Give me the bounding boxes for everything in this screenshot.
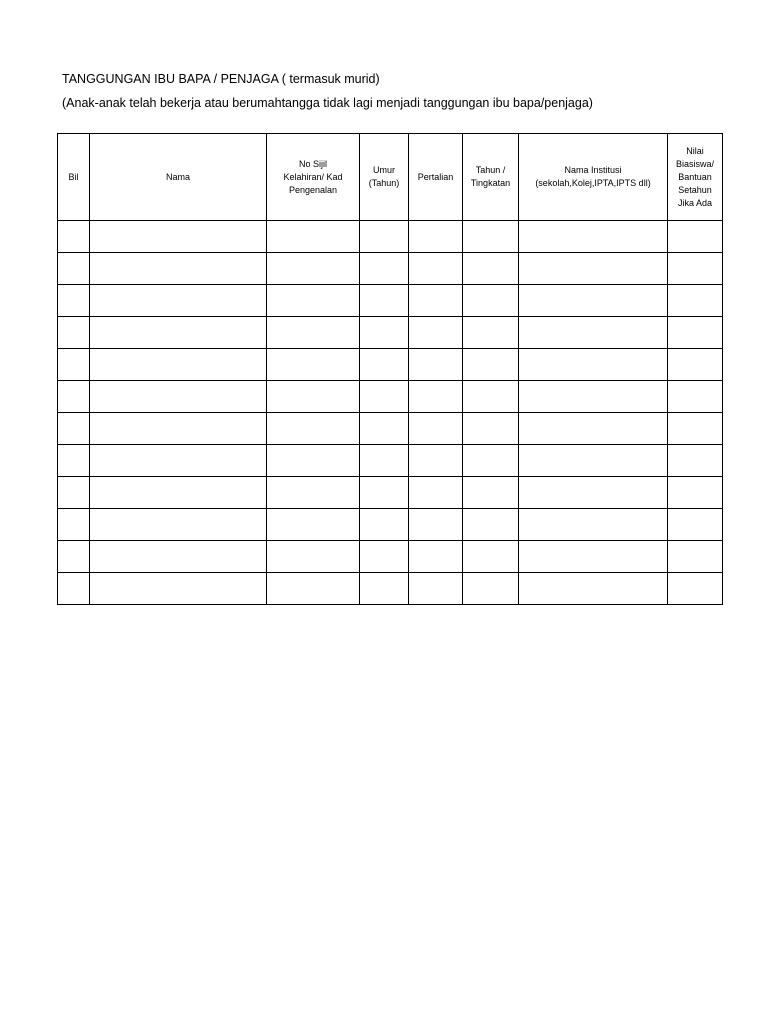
table-row (58, 253, 723, 285)
cell-bil[interactable] (58, 349, 90, 381)
cell-institusi[interactable] (519, 253, 668, 285)
cell-institusi[interactable] (519, 349, 668, 381)
cell-tahun[interactable] (463, 541, 519, 573)
cell-no-sijil[interactable] (267, 349, 360, 381)
cell-tahun[interactable] (463, 477, 519, 509)
table-header-row (58, 134, 723, 221)
cell-institusi[interactable] (519, 541, 668, 573)
cell-no-sijil[interactable] (267, 413, 360, 445)
table-row (58, 317, 723, 349)
cell-nama[interactable] (90, 285, 267, 317)
table-row (58, 413, 723, 445)
header-no-sijil: No Sijil Kelahiran/ Kad Pengenalan (267, 134, 360, 221)
cell-nilai[interactable] (668, 445, 723, 477)
cell-nama[interactable] (90, 445, 267, 477)
cell-tahun[interactable] (463, 285, 519, 317)
cell-no-sijil[interactable] (267, 509, 360, 541)
cell-umur[interactable] (360, 509, 409, 541)
cell-nilai[interactable] (668, 221, 723, 253)
cell-umur[interactable] (360, 349, 409, 381)
cell-pertalian[interactable] (409, 381, 463, 413)
cell-bil[interactable] (58, 573, 90, 605)
table-row (58, 221, 723, 253)
cell-tahun[interactable] (463, 317, 519, 349)
dependents-table (57, 133, 723, 605)
cell-umur[interactable] (360, 381, 409, 413)
table-row (58, 445, 723, 477)
cell-pertalian[interactable] (409, 221, 463, 253)
form-subtitle: (Anak-anak telah bekerja atau berumahtangga tidak lagi menjadi tanggungan ibu bapa/penjaga) (62, 96, 593, 110)
cell-nilai[interactable] (668, 477, 723, 509)
cell-institusi[interactable] (519, 221, 668, 253)
cell-tahun[interactable] (463, 221, 519, 253)
cell-institusi[interactable] (519, 509, 668, 541)
cell-nilai[interactable] (668, 285, 723, 317)
cell-no-sijil[interactable] (267, 573, 360, 605)
cell-umur[interactable] (360, 253, 409, 285)
cell-nama[interactable] (90, 221, 267, 253)
cell-institusi[interactable] (519, 285, 668, 317)
cell-tahun[interactable] (463, 253, 519, 285)
cell-nilai[interactable] (668, 413, 723, 445)
cell-nama[interactable] (90, 349, 267, 381)
cell-institusi[interactable] (519, 413, 668, 445)
cell-tahun[interactable] (463, 381, 519, 413)
table-row (58, 477, 723, 509)
cell-no-sijil[interactable] (267, 477, 360, 509)
header-tahun-tingkatan: Tahun / Tingkatan (463, 134, 519, 221)
cell-nama[interactable] (90, 573, 267, 605)
cell-nilai[interactable] (668, 317, 723, 349)
cell-institusi[interactable] (519, 381, 668, 413)
header-nilai-biasiswa: Nilai Biasiswa/ Bantuan Setahun Jika Ada (668, 134, 723, 221)
cell-nilai[interactable] (668, 381, 723, 413)
header-umur: Umur (Tahun) (360, 134, 409, 221)
cell-nama[interactable] (90, 253, 267, 285)
cell-institusi[interactable] (519, 445, 668, 477)
cell-bil[interactable] (58, 477, 90, 509)
cell-nama[interactable] (90, 541, 267, 573)
cell-bil[interactable] (58, 253, 90, 285)
cell-pertalian[interactable] (409, 477, 463, 509)
table-row (58, 285, 723, 317)
header-nama-institusi: Nama Institusi (sekolah,Kolej,IPTA,IPTS dll) (519, 134, 668, 221)
cell-pertalian[interactable] (409, 317, 463, 349)
table-row (58, 381, 723, 413)
cell-pertalian[interactable] (409, 541, 463, 573)
header-nama: Nama (90, 134, 267, 221)
header-pertalian: Pertalian (409, 134, 463, 221)
cell-tahun[interactable] (463, 445, 519, 477)
cell-tahun[interactable] (463, 349, 519, 381)
table-row (58, 509, 723, 541)
header-bil: Bil (58, 134, 90, 221)
cell-no-sijil[interactable] (267, 285, 360, 317)
cell-bil[interactable] (58, 413, 90, 445)
cell-nama[interactable] (90, 381, 267, 413)
form-title: TANGGUNGAN IBU BAPA / PENJAGA ( termasuk murid) (62, 72, 380, 86)
cell-bil[interactable] (58, 509, 90, 541)
cell-no-sijil[interactable] (267, 381, 360, 413)
cell-nama[interactable] (90, 509, 267, 541)
cell-umur[interactable] (360, 477, 409, 509)
table-row (58, 541, 723, 573)
cell-umur[interactable] (360, 413, 409, 445)
cell-nilai[interactable] (668, 349, 723, 381)
cell-bil[interactable] (58, 381, 90, 413)
cell-nilai[interactable] (668, 509, 723, 541)
table-row (58, 573, 723, 605)
cell-pertalian[interactable] (409, 509, 463, 541)
cell-umur[interactable] (360, 541, 409, 573)
cell-nilai[interactable] (668, 573, 723, 605)
cell-institusi[interactable] (519, 317, 668, 349)
cell-institusi[interactable] (519, 573, 668, 605)
cell-umur[interactable] (360, 285, 409, 317)
cell-bil[interactable] (58, 317, 90, 349)
table-row (58, 349, 723, 381)
cell-no-sijil[interactable] (267, 253, 360, 285)
cell-nama[interactable] (90, 413, 267, 445)
cell-tahun[interactable] (463, 413, 519, 445)
cell-pertalian[interactable] (409, 285, 463, 317)
cell-pertalian[interactable] (409, 349, 463, 381)
cell-bil[interactable] (58, 541, 90, 573)
cell-pertalian[interactable] (409, 573, 463, 605)
cell-umur[interactable] (360, 221, 409, 253)
table-body (58, 221, 723, 605)
cell-bil[interactable] (58, 285, 90, 317)
cell-nama[interactable] (90, 477, 267, 509)
cell-umur[interactable] (360, 317, 409, 349)
cell-bil[interactable] (58, 445, 90, 477)
cell-no-sijil[interactable] (267, 541, 360, 573)
cell-bil[interactable] (58, 221, 90, 253)
cell-tahun[interactable] (463, 509, 519, 541)
cell-tahun[interactable] (463, 573, 519, 605)
cell-pertalian[interactable] (409, 253, 463, 285)
cell-umur[interactable] (360, 445, 409, 477)
cell-institusi[interactable] (519, 477, 668, 509)
cell-pertalian[interactable] (409, 445, 463, 477)
cell-pertalian[interactable] (409, 413, 463, 445)
cell-no-sijil[interactable] (267, 221, 360, 253)
cell-umur[interactable] (360, 573, 409, 605)
cell-no-sijil[interactable] (267, 317, 360, 349)
cell-no-sijil[interactable] (267, 445, 360, 477)
cell-nilai[interactable] (668, 541, 723, 573)
cell-nilai[interactable] (668, 253, 723, 285)
cell-nama[interactable] (90, 317, 267, 349)
